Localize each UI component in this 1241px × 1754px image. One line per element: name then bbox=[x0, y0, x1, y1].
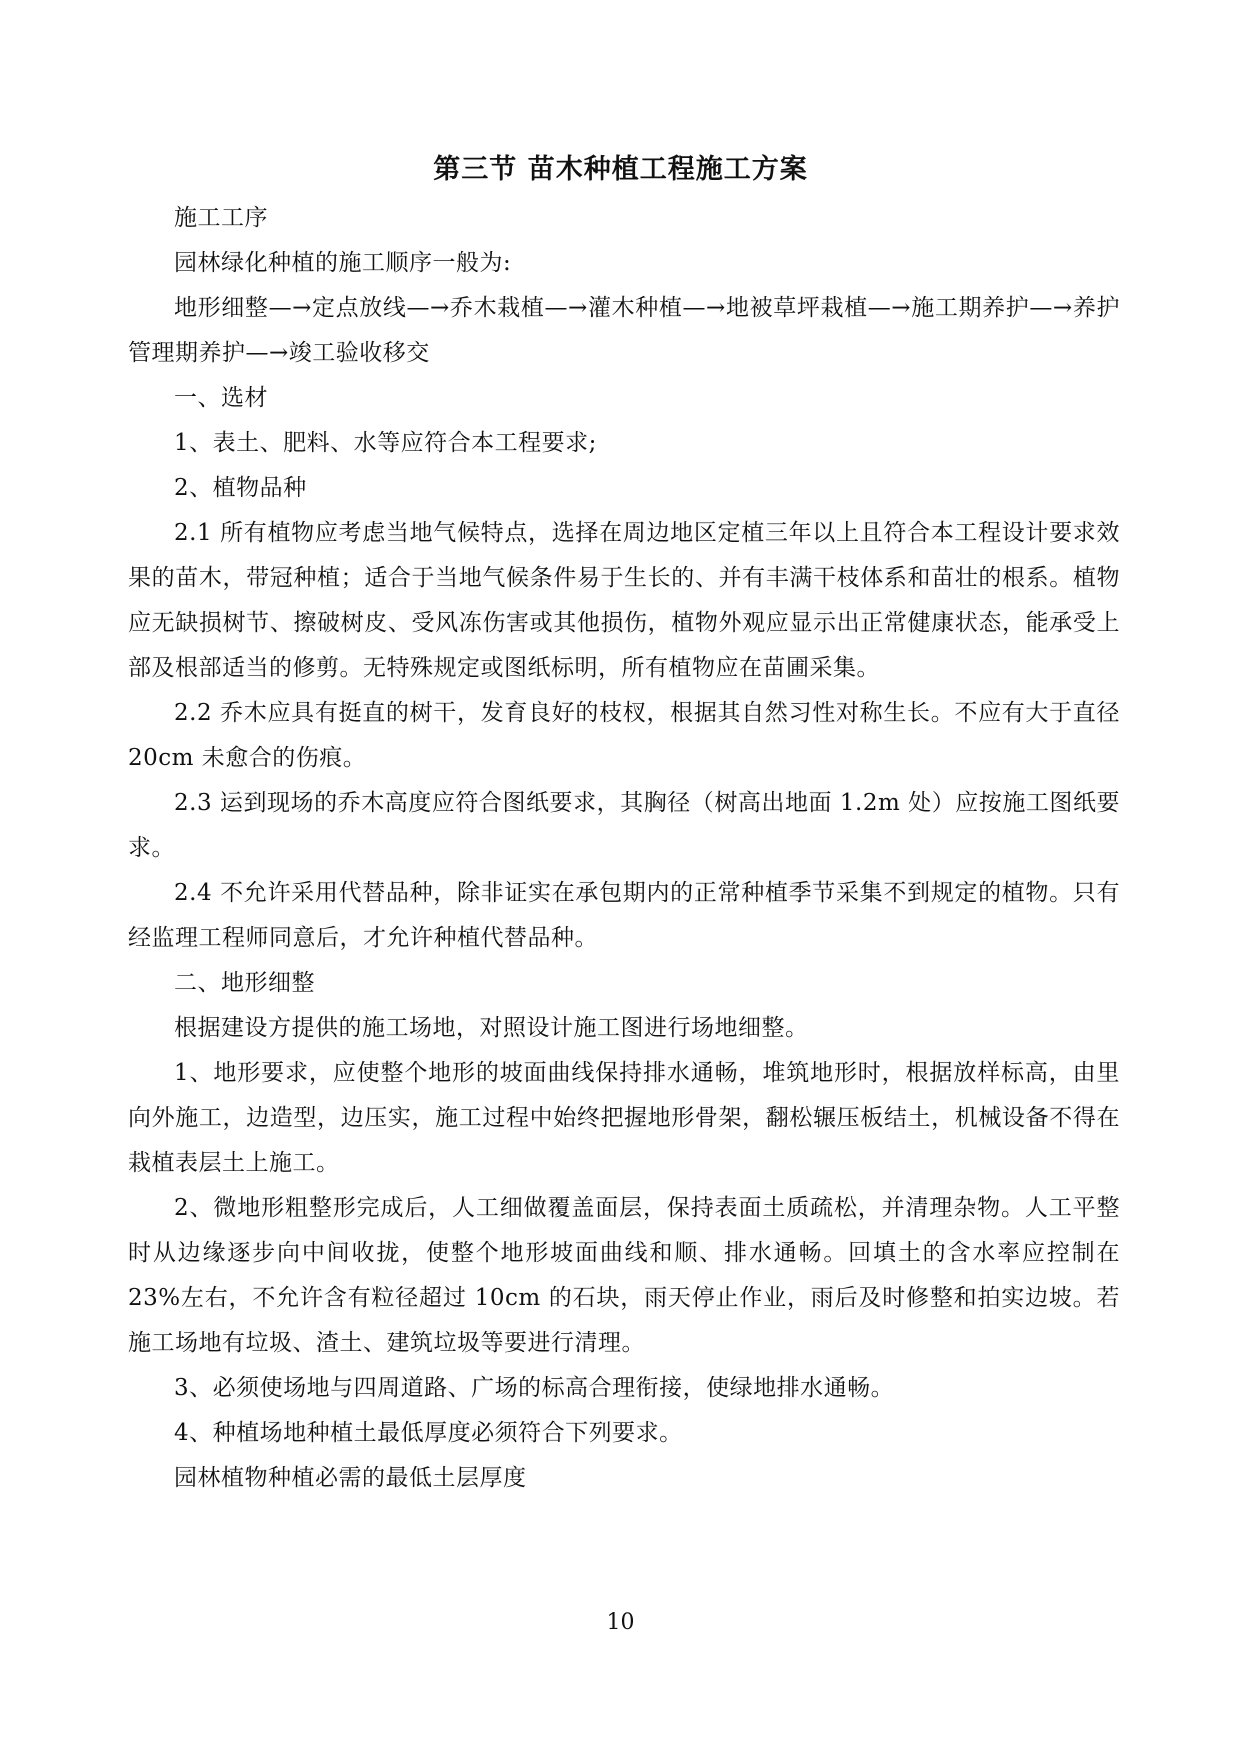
paragraph-section-2-4: 2.4 不允许采用代替品种，除非证实在承包期内的正常种植季节采集不到规定的植物。只有经监理工程师同意后，才允许种植代替品种。 bbox=[128, 880, 1120, 951]
paragraph-terrain-item-3: 3、必须使场地与四周道路、广场的标高合理衔接，使绿地排水通畅。 bbox=[174, 1375, 895, 1401]
document-body bbox=[128, 196, 1120, 1501]
page-number: 10 bbox=[606, 1610, 635, 1635]
paragraph-site-refinement-intro: 根据建设方提供的施工场地，对照设计施工图进行场地细整。 bbox=[174, 1015, 809, 1041]
paragraph-terrain-item-4: 4、种植场地种植土最低厚度必须符合下列要求。 bbox=[174, 1420, 683, 1446]
heading-terrain-refinement: 二、地形细整 bbox=[174, 970, 315, 996]
paragraph-topsoil-requirements: 1、表土、肥料、水等应符合本工程要求; bbox=[174, 430, 597, 456]
heading-plant-varieties: 2、植物品种 bbox=[174, 475, 307, 501]
section-title: 第三节 苗木种植工程施工方案 bbox=[433, 154, 808, 185]
paragraph-section-2-3: 2.3 运到现场的乔木高度应符合图纸要求，其胸径（树高出地面 1.2m 处）应按施工图纸要求。 bbox=[128, 790, 1120, 861]
paragraph-terrain-item-2: 2、微地形粗整形完成后，人工细做覆盖面层，保持表面土质疏松，并清理杂物。人工平整时从边缘逐步向中间收拢，使整个地形坡面曲线和顺、排水通畅。回填土的含水率应控制在 23%左右，不允许含有粒径超过 10cm 的石块，雨天停止作业，雨后及时修整和拍实边坡。若施工场地有垃圾、渣土、建筑垃圾等要进行清理。 bbox=[128, 1195, 1120, 1356]
paragraph-section-2-1: 2.1 所有植物应考虑当地气候特点，选择在周边地区定植三年以上且符合本工程设计要求效果的苗木，带冠种植；适合于当地气候条件易于生长的、并有丰满干枝体系和苗壮的根系。植物应无缺损树节、擦破树皮、受风冻伤害或其他损伤，植物外观应显示出正常健康状态，能承受上部及根部适当的修剪。无特殊规定或图纸标明，所有植物应在苗圃采集。 bbox=[128, 520, 1120, 681]
paragraph-planting-sequence-intro: 园林绿化种植的施工顺序一般为: bbox=[174, 250, 512, 276]
heading-material-selection: 一、选材 bbox=[174, 385, 268, 411]
paragraph-construction-process: 施工工序 bbox=[174, 205, 268, 231]
paragraph-soil-thickness-caption: 园林植物种植必需的最低土层厚度 bbox=[174, 1465, 527, 1491]
paragraph-planting-sequence-steps: 地形细整—→定点放线—→乔木栽植—→灌木种植—→地被草坪栽植—→施工期养护—→养护管理期养护—→竣工验收移交 bbox=[128, 295, 1120, 366]
paragraph-terrain-item-1: 1、地形要求，应使整个地形的坡面曲线保持排水通畅，堆筑地形时，根据放样标高，由里向外施工，边造型，边压实，施工过程中始终把握地形骨架，翻松辗压板结土，机械设备不得在栽植表层土上施工。 bbox=[128, 1060, 1120, 1176]
paragraph-section-2-2: 2.2 乔木应具有挺直的树干，发育良好的枝杈，根据其自然习性对称生长。不应有大于直径 20cm 未愈合的伤痕。 bbox=[128, 700, 1120, 771]
